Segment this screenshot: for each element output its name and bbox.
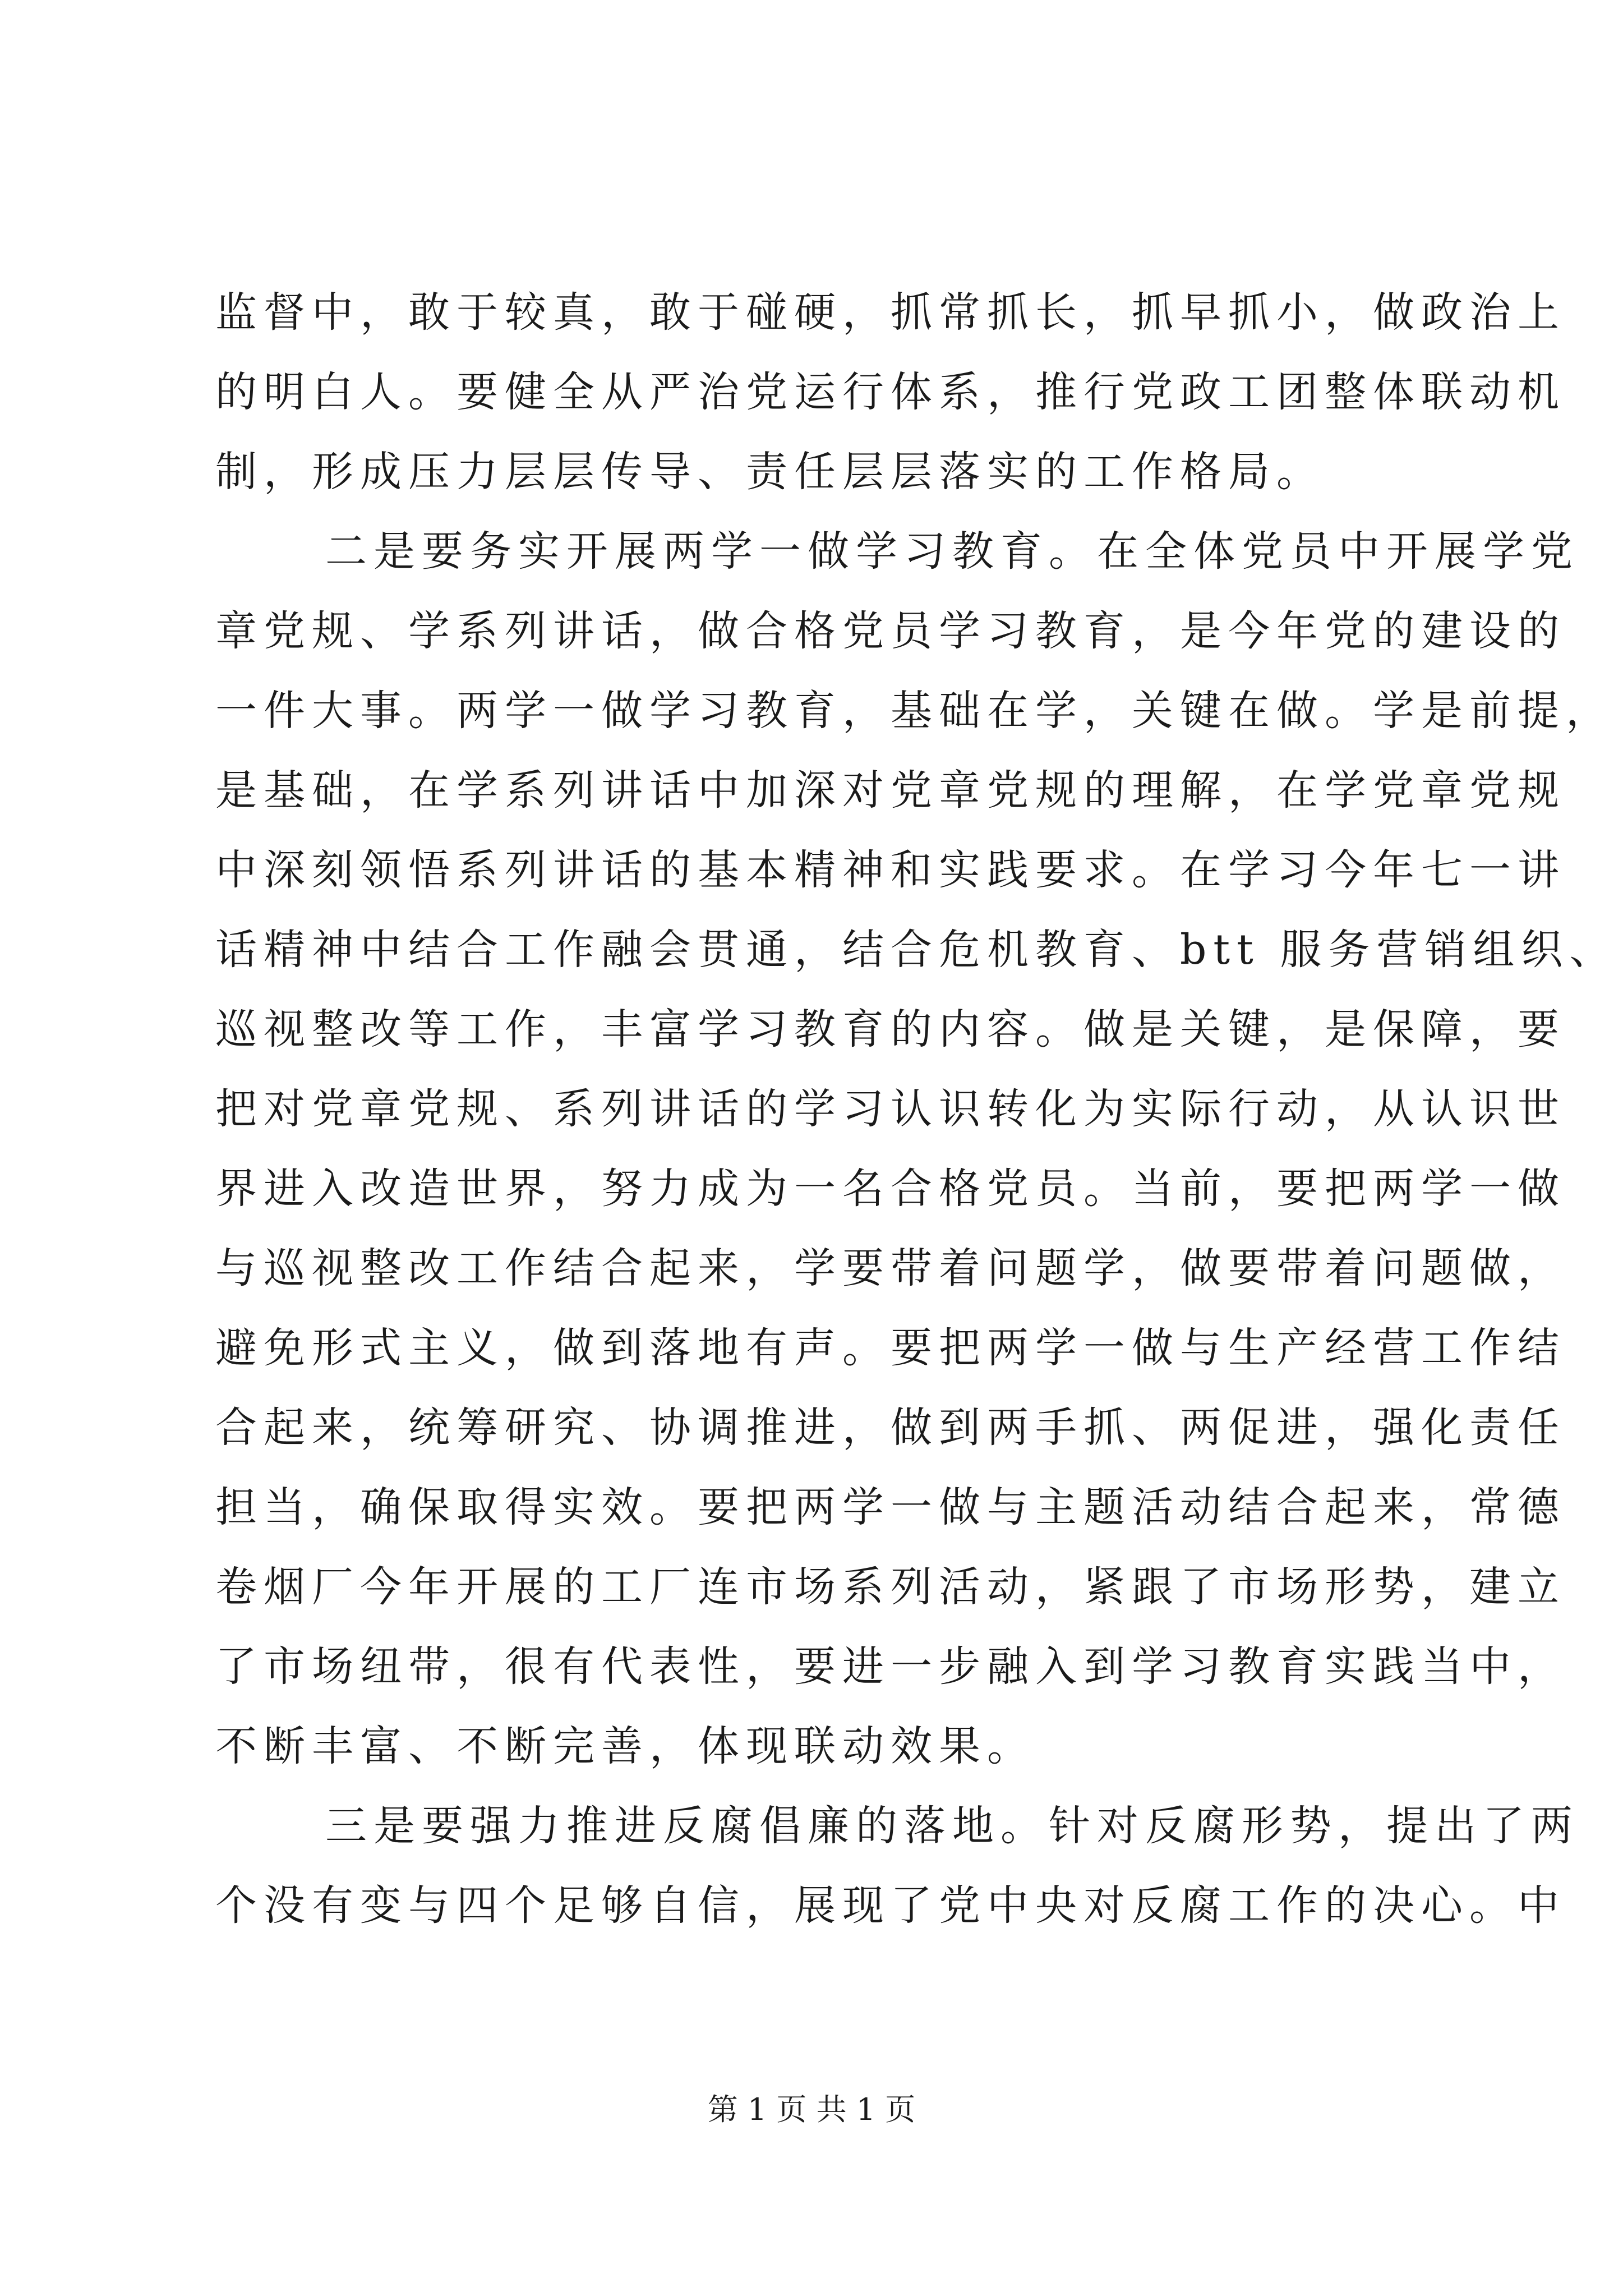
document-body <box>215 273 1618 1945</box>
text-line: 把对党章党规、系列讲话的学习认识转化为实际行动，从认识世 <box>215 1085 1566 1133</box>
text-line: 制，形成压力层层传导、责任层层落实的工作格局。 <box>215 448 1325 496</box>
text-line: 与巡视整改工作结合起来，学要带着问题学，做要带着问题做， <box>215 1244 1566 1292</box>
paragraph-1 <box>215 273 1566 512</box>
text-line: 话精神中结合工作融会贯通，结合危机教育、btt 服务营销组织、 <box>215 926 1618 974</box>
page-number: 第 1 页 共 1 页 <box>707 2092 916 2127</box>
paragraph-2 <box>215 512 1618 1786</box>
text-line: 监督中，敢于较真，敢于碰硬，抓常抓长，抓早抓小，做政治上 <box>215 288 1566 337</box>
text-line: 担当，确保取得实效。要把两学一做与主题活动结合起来，常德 <box>215 1483 1566 1531</box>
text-line: 章党规、学系列讲话，做合格党员学习教育，是今年党的建设的 <box>215 607 1566 655</box>
text-line: 的明白人。要健全从严治党运行体系，推行党政工团整体联动机 <box>215 368 1566 416</box>
text-line: 卷烟厂今年开展的工厂连市场系列活动，紧跟了市场形势，建立 <box>215 1563 1566 1611</box>
text-line: 避免形式主义，做到落地有声。要把两学一做与生产经营工作结 <box>215 1324 1566 1372</box>
text-line: 巡视整改等工作，丰富学习教育的内容。做是关键，是保障，要 <box>215 1005 1566 1053</box>
paragraph-3 <box>215 1786 1579 1945</box>
text-line: 合起来，统筹研究、协调推进，做到两手抓、两促进，强化责任 <box>215 1404 1566 1452</box>
text-line: 是基础，在学系列讲话中加深对党章党规的理解，在学党章党规 <box>215 766 1566 815</box>
text-line: 一件大事。两学一做学习教育，基础在学，关键在做。学是前提， <box>215 687 1614 735</box>
text-line: 界进入改造世界，努力成为一名合格党员。当前，要把两学一做 <box>215 1165 1566 1213</box>
text-line: 了市场纽带，很有代表性，要进一步融入到学习教育实践当中， <box>215 1642 1566 1691</box>
text-line: 中深刻领悟系列讲话的基本精神和实践要求。在学习今年七一讲 <box>215 846 1566 894</box>
page-footer <box>0 2086 1623 2129</box>
text-line: 不断丰富、不断完善，体现联动效果。 <box>215 1722 1035 1770</box>
text-line: 个没有变与四个足够自信，展现了党中央对反腐工作的决心。中 <box>215 1881 1566 1930</box>
text-line: 二是要务实开展两学一做学习教育。在全体党员中开展学党 <box>325 527 1579 576</box>
text-line: 三是要强力推进反腐倡廉的落地。针对反腐形势，提出了两 <box>325 1802 1579 1850</box>
